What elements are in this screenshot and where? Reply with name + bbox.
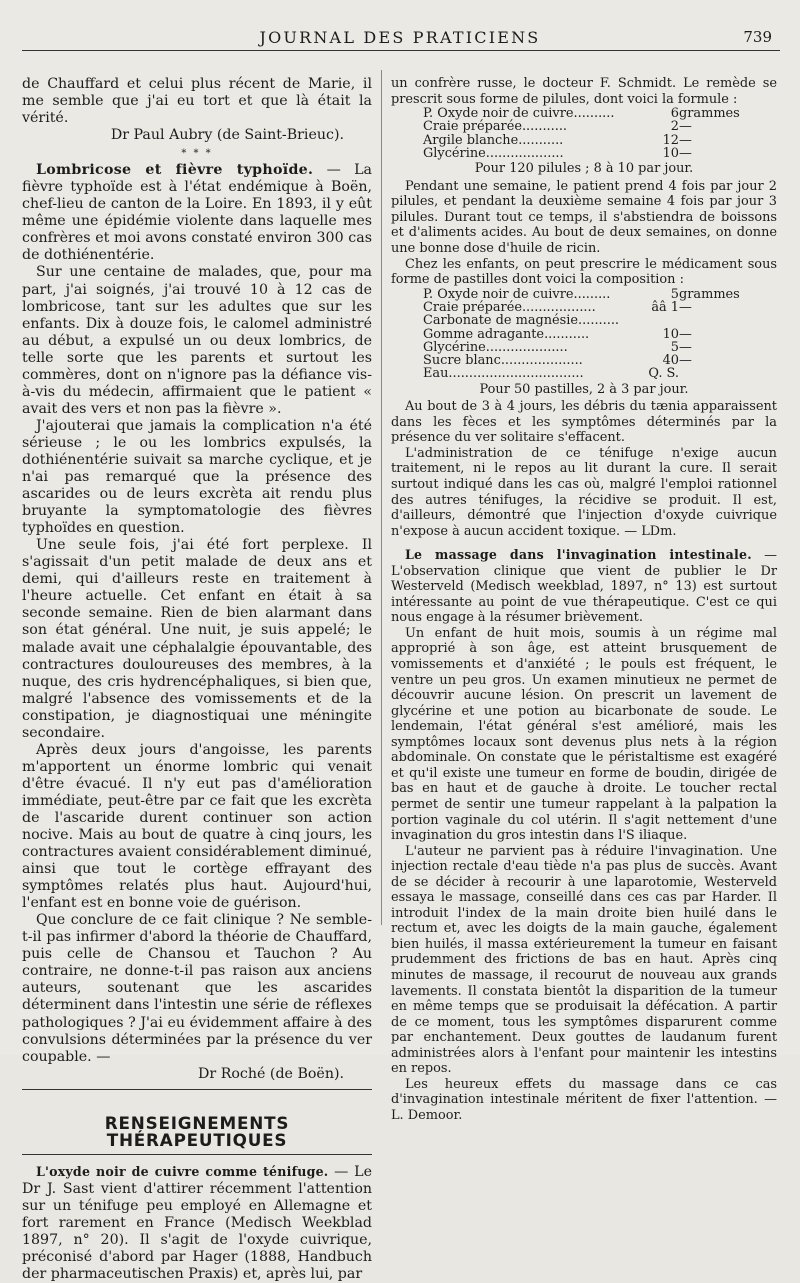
paragraph-massage (391, 547, 777, 626)
section-rule (22, 1154, 372, 1155)
formula-quantity (641, 314, 679, 327)
formula-row (423, 120, 740, 133)
formula-row (423, 107, 740, 120)
formula-unit: — (679, 119, 692, 135)
formula-unit: — (679, 132, 692, 148)
paragraph: L'administration de ce ténifuge n'exige aucun traitement, ni le repos au lit durant la cure. Il serait surtout indiqué dans les cas où, malgré l'emploi rationnel des autres ténifuges, la récidive se produit. Il est, d'ailleurs, démontré que l'injection d'oxyde cuivrique n'expose à aucun accident toxique. — LDm. (391, 445, 777, 539)
signature: Dr Paul Aubry (de Saint-Brieuc). (110, 127, 344, 144)
column-divider (381, 70, 382, 925)
formula-quantity: 5 (670, 339, 679, 355)
paragraph: Un enfant de huit mois, soumis à un régime mal approprié à son âge, est atteint brusquement de vomissements et d'anxiété ; le pouls est fréquent, le ventre un peu gros. Un examen minutieux ne permet de découvrir aucune lésion. On prescrit un lavement de glycérine et une potion au bicarbonate de soude. Le lendemain, l'état général s'est amélioré, mais les symptômes locaux sont devenus plus nets à la région abdominale. On constate que le péristaltisme est exagéré et qu'il existe une tumeur en forme de boudin, dirigée de bas en haut et de gauche à droite. Le toucher rectal permet de sentir une tumeur rappelant à la palpation la portion vaginale du col utérin. Il s'agit nettement d'une invagination du gros intestin dans l'S iliaque. (391, 625, 777, 844)
formula-quantity: 5 (670, 286, 679, 302)
formula-ingredient: Glycérine.................... (423, 339, 568, 355)
formula-unit (679, 367, 740, 380)
formula-unit: — (679, 299, 692, 315)
paragraph: Chez les enfants, on peut prescrire le médicament sous forme de pastilles dont voici la composition : (391, 256, 777, 288)
formula-quantity: ââ 1 (651, 299, 679, 315)
paragraph: de Chauffard et celui plus récent de Marie, il me semble que j'ai eu tort et que là était la vérité. (22, 76, 372, 127)
formula-unit: — (679, 145, 692, 161)
page-number: 739 (743, 28, 772, 46)
formula-total: Pour 120 pilules ; 8 à 10 par jour. (474, 161, 694, 177)
formula-ingredient: P. Oxyde noir de cuivre......... (423, 286, 611, 302)
article-title: Lombricose et fièvre typhoïde. (36, 162, 314, 179)
formula-quantity: 40 (662, 353, 679, 369)
page-header (20, 22, 780, 48)
formula-row (423, 354, 740, 367)
paragraph: Les heureux effets du massage dans ce cas d'invagination intestinale méritent de fixer l'attention. — L. Demoor. (391, 1076, 777, 1123)
formula-unit: grammes (679, 286, 740, 302)
formula-quantity: Q. S. (648, 366, 679, 382)
formula-row (423, 134, 740, 147)
formula-total: Pour 50 pastilles, 2 à 3 par jour. (479, 381, 689, 397)
formula-pastilles (423, 288, 740, 381)
paragraph: Au bout de 3 à 4 jours, les débris du tænia apparaissent dans les fèces et les symptômes déterminés par la présence du ver solitaire s'effacent. (391, 399, 777, 446)
signature: Dr Roché (de Boën). (198, 1065, 344, 1082)
formula-ingredient: Craie préparée.................. (423, 299, 596, 315)
formula-unit: — (679, 353, 692, 369)
formula-ingredient: Gomme adragante........... (423, 326, 590, 342)
formula-unit: — (679, 339, 692, 355)
paragraph-lombricose (22, 162, 372, 264)
paragraph: un confrère russe, le docteur F. Schmidt. Le remède se prescrit sous forme de pilules, dont voici la formule : (391, 76, 777, 107)
formula-quantity: 12 (662, 132, 679, 148)
formula-ingredient: Craie préparée........... (423, 119, 568, 135)
spacer (391, 539, 777, 547)
formula-row (423, 301, 740, 314)
header-rule (22, 50, 780, 51)
right-column (391, 76, 777, 1123)
formula-ingredient: Sucre blanc.................... (423, 353, 583, 369)
formula-unit: grammes (679, 106, 740, 122)
article-title: Le massage dans l'invagination intestinale. (405, 547, 752, 563)
formula-quantity: 6 (670, 106, 679, 122)
formula-ingredient: Argile blanche........... (423, 132, 564, 148)
paragraph: Sur une centaine de malades, que, pour ma part, j'ai soignés, j'ai trouvé 10 à 12 cas de lombricose, tant sur les adultes que sur les enfants. Dix à douze fois, le calomel administré au début, a expulsé un ou deux lombrics, de telle sorte que les parents et surtout les commères, dont on n'ignore pas la défiance vis-à-vis du médecin, affirmaient que le patient « avait des vers et non pas la fièvre ». (22, 264, 372, 417)
paragraph: Après deux jours d'angoisse, les parents m'apportent un énorme lombric qui venait d'être évacué. Il n'y eut pas d'amélioration immédiate, peut-être par ce fait que les excrèta de l'ascaride durent continuer son action nocive. Mais au bout de quatre à cinq jours, les contractures avaient considérablement diminué, ainsi que tout le cortège effrayant des symptômes relatés plus haut. Aujourd'hui, l'enfant est en bonne voie de guérison. (22, 741, 372, 912)
paragraph: Pendant une semaine, le patient prend 4 fois par jour 2 pilules, et pendant la deuxième semaine 4 fois par jour 3 pilules. Durant tout ce temps, il s'abstiendra de boissons et d'aliments acides. Au bout de deux semaines, on donne une bonne dose d'huile de ricin. (391, 178, 777, 257)
running-title: JOURNAL DES PRATICIENS (259, 28, 541, 47)
formula-quantity: 10 (662, 326, 679, 342)
formula-row (423, 314, 740, 327)
paragraph-text: — L'observation clinique que vient de publier le Dr Westerveld (Medisch weekblad, 1897, n° 13) est surtout intéressante au point de vue thérapeutique. C'est ce qui nous engage à la résumer brièvement. (391, 548, 777, 626)
formula-row (423, 341, 740, 354)
paragraph: J'ajouterai que jamais la complication n'a été sérieuse ; le ou les lombrics expulsés, la dothiénentérie suivait sa marche cyclique, et je n'ai pas remarqué que la présence des ascarides ou de leurs excrèta ait rendu plus bruyante la symptomatologie des fièvres typhoïdes en question. (22, 417, 372, 537)
formula-ingredient: P. Oxyde noir de cuivre.......... (423, 106, 615, 122)
formula-quantity: 10 (662, 145, 679, 161)
paragraph-oxyde (22, 1163, 372, 1283)
paragraph-text: — La fièvre typhoïde est à l'état endémique à Boën, chef-lieu de canton de la Loire. En 1893, il y eût même une épidémie violente dans laquelle mes confrères et moi avons constaté environ 300 cas de dothiénentérie. (22, 162, 372, 264)
paragraph: L'auteur ne parvient pas à réduire l'invagination. Une injection rectale d'eau tiède n'a pas plus de succès. Avant de se décider à recourir à une laparotomie, Westerveld essaya le massage, conseillé dans ces cas par Harder. Il introduit l'index de la main droite bien huilé dans le rectum et, avec les doigts de la main gauche, également bien huilés, il massa extérieurement la tumeur en faisant prudemment des frictions de bas en haut. Après cinq minutes de massage, il recourut de nouveau aux grands lavements. Il constata bientôt la disparition de la tumeur en même temps que se produisait la défécation. A partir de ce moment, tous les symptômes disparurent comme par enchantement. Deux gouttes de laudanum furent administrées alors à l'enfant pour maintenir les intestins en repos. (391, 843, 777, 1077)
formula-quantity: 2 (670, 119, 679, 135)
paragraph: Que conclure de ce fait clinique ? Ne semble-t-il pas infirmer d'abord la théorie de Chauffard, puis celle de Chansou et Tauchon ? Au contraire, ne donne-t-il pas raison aux anciens auteurs, soutenant que les ascarides déterminent dans l'intestin une série de réflexes pathologiques ? J'ai eu évidemment affaire à des convulsions déterminées par la présence du ver coupable. — (22, 912, 372, 1065)
left-column (22, 76, 372, 1283)
formula-ingredient: Carbonate de magnésie.......... (423, 313, 620, 329)
formula-row (423, 147, 740, 160)
formula-row (423, 288, 740, 301)
section-title: RENSEIGNEMENTS THÉRAPEUTIQUES (104, 1112, 290, 1150)
formula-unit (679, 314, 740, 327)
formula-row (423, 367, 740, 380)
formula-pills (423, 107, 740, 160)
paragraph-text: — Le Dr J. Sast vient d'attirer récemment l'attention sur un ténifuge peu employé en Allemagne et fort rarement en France (Medisch Weekblad 1897, n° 20). Il s'agit de l'oxyde cuivrique, préconisé d'abord par Hager (1888, Handbuch der pharmaceutischen Praxis) et, après lui, par (22, 1163, 372, 1283)
formula-unit: — (679, 326, 692, 342)
article-title: L'oxyde noir de cuivre comme ténifuge. (36, 1163, 329, 1179)
section-rule (22, 1089, 372, 1090)
formula-ingredient: Eau................................. (423, 366, 584, 382)
asterism: * * * (181, 148, 213, 160)
paragraph: Une seule fois, j'ai été fort perplexe. Il s'agissait d'un petit malade de deux ans et demi, qui d'ailleurs reste en traitement à l'heure actuelle. Cet enfant en était à sa seconde semaine. Rien de bien alarmant dans son état général. Une nuit, je suis appelé; le malade avait une céphalalgie épouvantable, des contractures douloureuses des membres, à la nuque, des cris hydrencéphaliques, si bien que, malgré l'absence des vomissements et de la constipation, je diagnostiquai une méningite secondaire. (22, 537, 372, 741)
formula-ingredient: Glycérine................... (423, 145, 564, 161)
formula-row (423, 328, 740, 341)
